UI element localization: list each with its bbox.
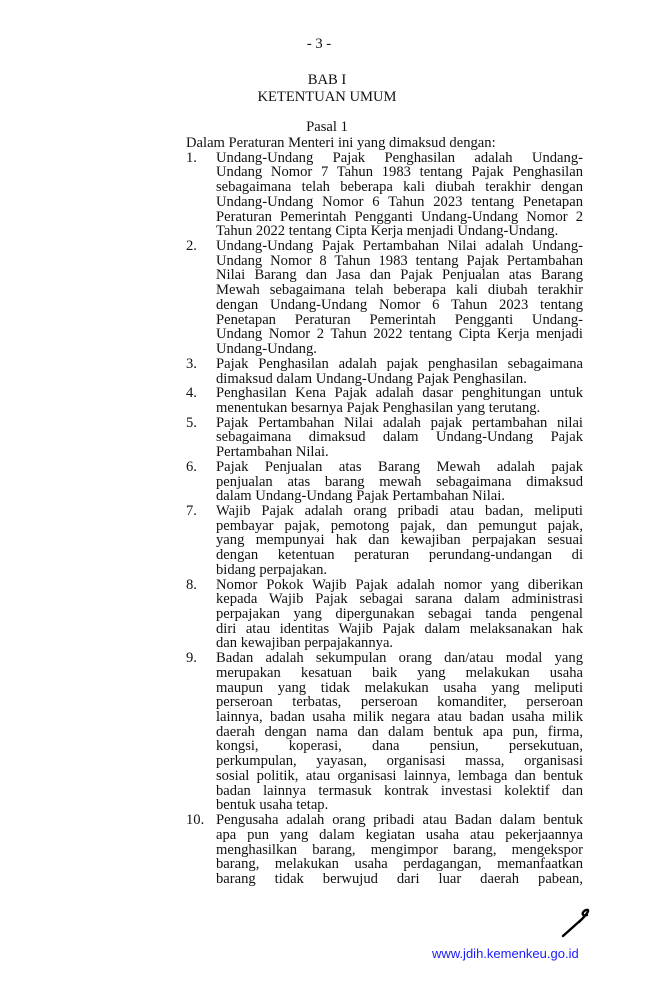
item-text-line: Tahun 2022 tentang Cipta Kerja menjadi Undang-Undang. (216, 223, 559, 240)
item-text-line: Pengusaha adalah orang pribadi atau Badan dalam bentuk (216, 812, 583, 829)
chapter-heading: BAB I (307, 72, 347, 88)
item-text-line: dengan ketentuan peraturan perundang-undangan di (216, 547, 583, 564)
list-item (186, 151, 583, 239)
item-text-line: pembayar pajak, pemotong pajak, dan pemungut pajak, (216, 517, 583, 534)
item-text-line: dengan Undang-Undang Nomor 6 Tahun 2023 tentang (216, 296, 583, 313)
list-item (186, 239, 583, 357)
item-text-line: Mewah sebagaimana telah beberapa kali diubah terakhir (216, 282, 583, 299)
item-text-line: dalam Undang-Undang Pajak Pertambahan Nilai. (216, 488, 505, 505)
page-number: - 3 - (306, 36, 332, 52)
item-text-line: lainnya, badan usaha milik negara atau badan usaha milik (216, 709, 583, 726)
item-text-line: sosial politik, atau organisasi lainnya, lembaga dan bentuk (216, 767, 583, 784)
item-number: 6. (186, 458, 197, 475)
item-number: 1. (186, 149, 197, 166)
intro-text: Dalam Peraturan Menteri ini yang dimaksud dengan: (186, 135, 496, 151)
item-text-line: merupakan kesatuan baik yang melakukan usaha (216, 664, 583, 681)
document-body (186, 136, 583, 887)
item-text-line: Pajak Pertambahan Nilai adalah pajak pertambahan nilai (216, 414, 583, 431)
item-text-line: Penetapan Peraturan Pemerintah Pengganti Undang- (216, 311, 583, 328)
item-text-line: Undang-Undang Pajak Pertambahan Nilai adalah Undang- (216, 238, 583, 255)
item-number: 3. (186, 355, 197, 372)
item-text-line: Undang Nomor 8 Tahun 1983 tentang Pajak Pertambahan (216, 252, 583, 269)
item-number: 7. (186, 502, 197, 519)
item-text-line: menghasilkan barang, mengimpor barang, mengekspor (216, 841, 583, 858)
item-text-line: Undang Nomor 7 Tahun 1983 tentang Pajak Penghasilan (216, 164, 583, 181)
item-text-line: daerah dengan nama dan dalam bentuk apa pun, firma, (216, 723, 583, 740)
definition-list (186, 151, 583, 887)
item-text-line: penjualan atas barang mewah sebagaimana dimaksud (216, 473, 583, 490)
item-number: 2. (186, 238, 197, 255)
footer-url-link[interactable]: www.jdih.kemenkeu.go.id (432, 946, 579, 961)
list-item (186, 651, 583, 813)
list-item (186, 357, 583, 386)
item-text-line: apa pun yang dalam kegiatan usaha atau pekerjaannya (216, 826, 583, 843)
item-number: 10. (186, 812, 205, 829)
list-item (186, 416, 583, 460)
item-number: 5. (186, 414, 197, 431)
item-text-line: badan lainnya termasuk kontrak investasi kolektif dan (216, 782, 583, 799)
item-text-line: perpajakan yang dipergunakan sebagai tanda pengenal (216, 606, 583, 622)
item-text-line: Penghasilan Kena Pajak adalah dasar penghitungan untuk (216, 385, 583, 402)
item-text-line: kepada Wajib Pajak sebagai sarana dalam administrasi (216, 591, 583, 608)
list-item (186, 460, 583, 504)
item-number: 4. (186, 385, 197, 402)
item-text-line: Undang-Undang Nomor 6 Tahun 2023 tentang Penetapan (216, 193, 583, 210)
item-text-line: diri atau identitas Wajib Pajak dalam melaksanakan hak (216, 620, 583, 637)
item-text-line: Undang-Undang Pajak Penghasilan adalah Undang- (216, 149, 583, 166)
list-item (186, 578, 583, 652)
item-text-line: dan kewajiban perpajakannya. (216, 635, 394, 652)
list-item (186, 813, 583, 887)
item-text-line: dimaksud dalam Undang-Undang Pajak Penghasilan. (216, 370, 527, 387)
item-text-line: sebagaimana telah beberapa kali diubah terakhir dengan (216, 179, 583, 196)
item-text-line: Undang Nomor 2 Tahun 2022 tentang Cipta Kerja menjadi (216, 326, 583, 343)
item-text-line: sebagaimana dimaksud dalam Undang-Undang Pajak (216, 429, 583, 446)
item-text-line: bidang perpajakan. (216, 561, 328, 578)
item-text-line: Pajak Penjualan atas Barang Mewah adalah pajak (216, 458, 583, 475)
item-text-line: Undang-Undang. (216, 341, 317, 358)
list-item (186, 386, 583, 415)
item-text-line: menentukan besarnya Pajak Penghasilan yang terutang. (216, 399, 541, 416)
item-text-line: barang, melakukan usaha perdagangan, memanfaatkan (216, 856, 583, 873)
item-text-line: bentuk usaha tetap. (216, 797, 329, 814)
item-text-line: perkumpulan, yayasan, organisasi massa, organisasi (216, 753, 583, 770)
item-number: 9. (186, 650, 197, 667)
item-text-line: Pajak Penghasilan adalah pajak penghasilan sebagaimana (216, 355, 583, 372)
item-text-line: Wajib Pajak adalah orang pribadi atau badan, meliputi (216, 502, 583, 519)
item-text-line: barang tidak berwujud dari luar daerah pabean, (216, 870, 583, 887)
item-text-line: yang mempunyai hak dan kewajiban perpajakan sesuai (216, 532, 583, 549)
item-number: 8. (186, 576, 197, 593)
chapter-title: KETENTUAN UMUM (257, 89, 397, 105)
item-text-line: kongsi, koperasi, dana pensiun, persekutuan, (216, 738, 583, 755)
article-heading: Pasal 1 (306, 119, 348, 135)
item-text-line: Peraturan Pemerintah Pengganti Undang-Undang Nomor 2 (216, 208, 583, 225)
paraf-signature (560, 905, 594, 944)
item-text-line: perseroan terbatas, perseroan komanditer, perseroan (216, 694, 583, 711)
item-text-line: Nomor Pokok Wajib Pajak adalah nomor yang diberikan (216, 576, 583, 593)
list-item (186, 504, 583, 578)
item-text-line: maupun yang tidak melakukan usaha yang meliputi (216, 679, 583, 696)
item-text-line: Nilai Barang dan Jasa dan Pajak Penjualan atas Barang (216, 267, 583, 284)
item-text-line: Badan adalah sekumpulan orang dan/atau modal yang (216, 650, 583, 667)
item-text-line: Pertambahan Nilai. (216, 444, 329, 461)
